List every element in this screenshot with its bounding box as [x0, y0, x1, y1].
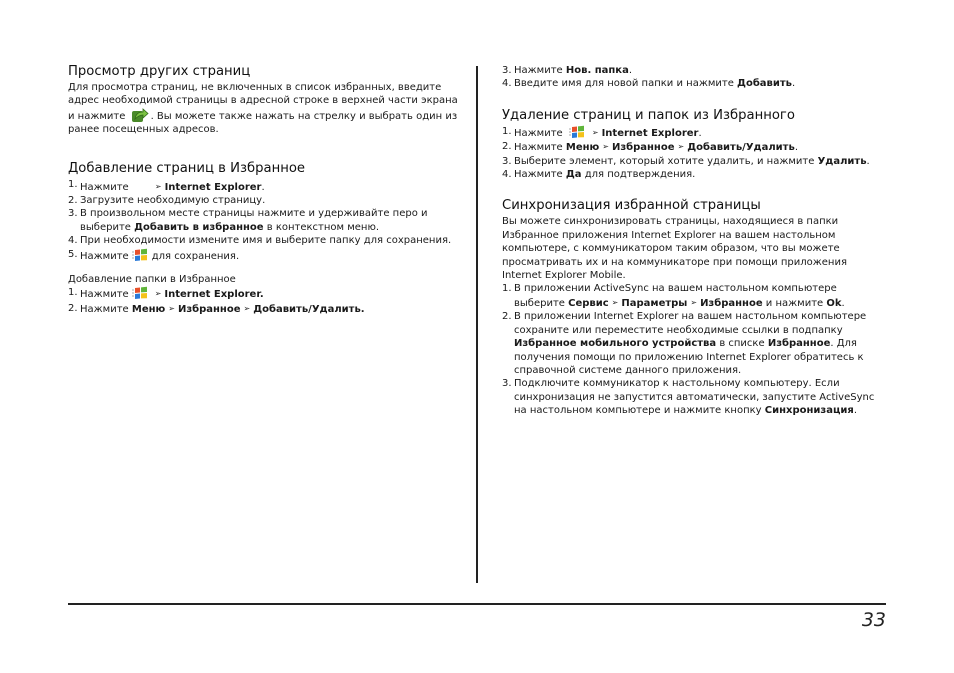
- subsection-title-add-folder: Добавление папки в Избранное: [68, 274, 236, 286]
- list-item: 1. В приложении ActiveSync на вашем настольном компьютере выберите Сервис ➢ Параметры ➢ Избранное и нажмите Ok.: [502, 283, 845, 309]
- arrow-icon: ➢: [243, 303, 251, 313]
- go-arrow-icon: [131, 108, 149, 123]
- windows-start-icon: [132, 286, 149, 300]
- windows-start-icon: [132, 248, 149, 262]
- section-title-sync-favorites: Синхронизация избранной страницы: [502, 198, 761, 214]
- arrow-icon: ➢: [677, 142, 685, 152]
- list-item: 1. Нажмите ➢ Internet Explorer.: [502, 125, 702, 139]
- right-column: [502, 64, 888, 418]
- list-item: 4. Введите имя для новой папки и нажмите Добавить.: [502, 78, 796, 90]
- section-title-browse: Просмотр других страниц: [68, 64, 251, 79]
- list-item: 4. Нажмите Да для подтверждения.: [502, 169, 696, 181]
- list-item: 3. Нажмите Нов. папка.: [502, 65, 633, 76]
- browse-text-a: Для просмотра страниц, не включенных в список избранных, введите адрес необходимой страницы в адресной строке в верхней части экрана и нажмите: [68, 82, 458, 122]
- arrow-icon: ➢: [154, 181, 162, 191]
- arrow-icon: ➢: [690, 297, 698, 307]
- sync-intro-paragraph: Вы можете синхронизировать страницы, находящиеся в папки Избранное приложения Internet Explorer на вашем настольном компьютере, с коммуникатором таким образом, что вы можете просматривать их и на коммуникаторе при помощи приложения Internet Explorer Mobile.: [502, 216, 847, 282]
- section-title-delete-favorites: Удаление страниц и папок из Избранного: [502, 107, 795, 123]
- list-item: 3. Подключите коммуникатор к настольному компьютеру. Если синхронизация не запустится автоматически, запустите ActiveSync на настольном компьютере и нажмите кнопку Синхронизация.: [502, 378, 875, 417]
- arrow-icon: ➢: [154, 289, 162, 299]
- browse-paragraph: [68, 81, 460, 137]
- list-item: 3. В произвольном месте страницы нажмите и удерживайте перо и выберите Добавить в избранное в контекстном меню.: [68, 208, 428, 233]
- page-number: 33: [861, 609, 886, 631]
- list-item: 3. Выберите элемент, который хотите удалить, и нажмите Удалить.: [502, 155, 870, 167]
- arrow-icon: ➢: [591, 127, 599, 137]
- left-column: [68, 64, 460, 316]
- section-title-add-favorites: Добавление страниц в Избранное: [68, 160, 305, 176]
- list-item: 2. Нажмите Меню ➢ Избранное ➢ Добавить/Удалить.: [68, 302, 365, 315]
- list-item: 2. Нажмите Меню ➢ Избранное ➢ Добавить/Удалить.: [502, 141, 798, 154]
- list-item: 2. Загрузите необходимую страницу.: [68, 195, 266, 207]
- arrow-icon: ➢: [602, 142, 609, 152]
- list-item: 5. Нажмите для сохранения.: [68, 248, 240, 262]
- browse-text-b: . Вы можете также нажать на стрелку и выбрать один из ранее посещенных адресов.: [68, 110, 458, 136]
- list-item: 1. Нажмите ➢ Internet Explorer.: [68, 178, 265, 193]
- list-item: 4. При необходимости измените имя и выберите папку для сохранения.: [68, 235, 452, 247]
- windows-start-icon: [569, 125, 586, 139]
- arrow-icon: ➢: [168, 303, 175, 313]
- footer-rule: [68, 603, 886, 605]
- column-divider: [476, 66, 478, 583]
- start-icon-placeholder: [132, 178, 152, 190]
- list-item: 2. В приложении Internet Explorer на вашем настольном компьютере сохраните или переместите необходимые ссылки в подпапку Избранное мобильного устройства в списке Избранное. Для получения помощи по приложению Internet Explorer обратитесь к справочной системе данного приложения.: [502, 311, 867, 376]
- list-item: 1. Нажмите ➢ Internet Explorer.: [68, 287, 264, 301]
- arrow-icon: ➢: [611, 297, 619, 307]
